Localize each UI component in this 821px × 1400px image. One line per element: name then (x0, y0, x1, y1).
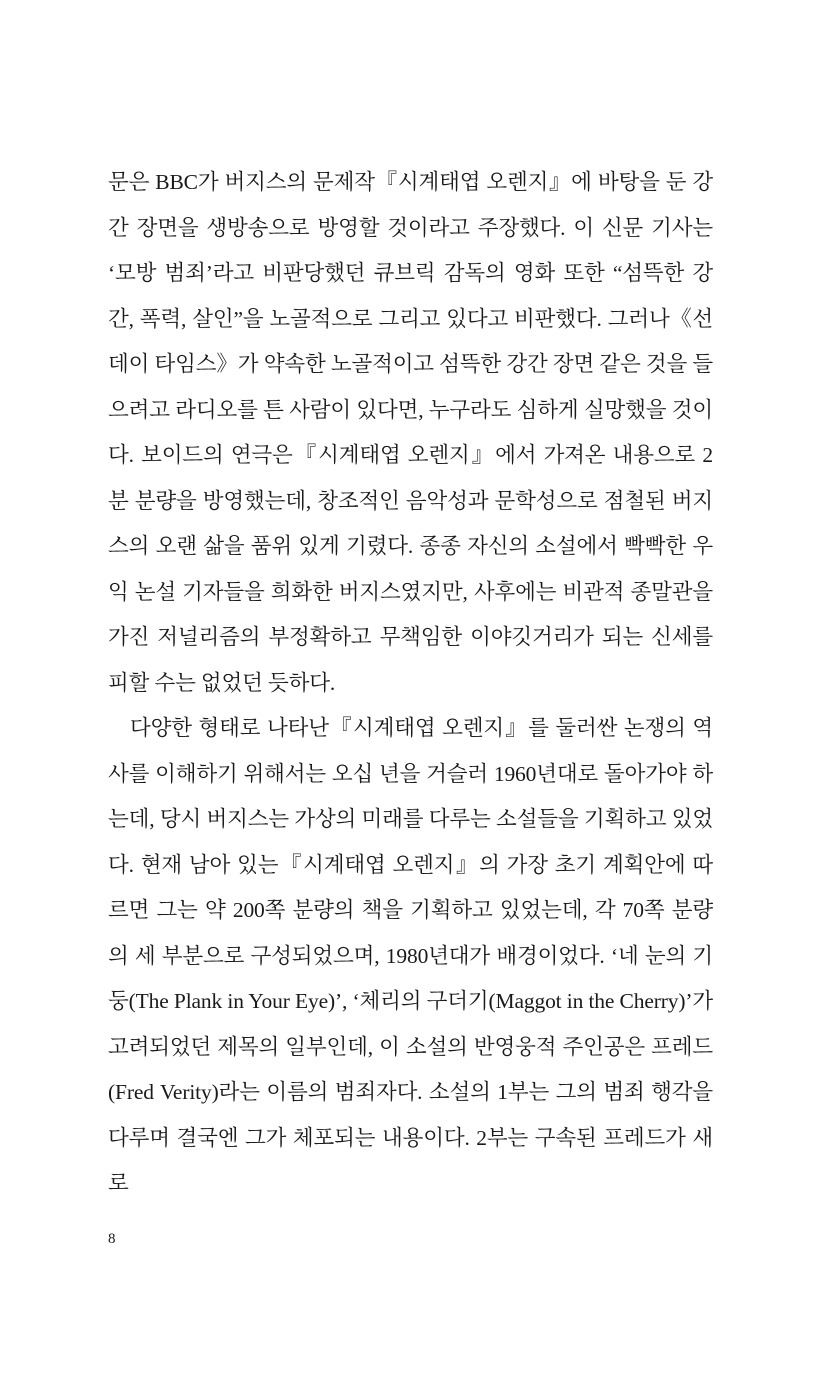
page-number: 8 (108, 1231, 116, 1247)
paragraph: 문은 BBC가 버지스의 문제작『시계태엽 오렌지』에 바탕을 둔 강간 장면을 생방송으로 방영할 것이라고 주장했다. 이 신문 기사는 ‘모방 범죄’라고 비판당했던 큐브릭 감독의 영화 또한 “섬뜩한 강간, 폭력, 살인”을 노골적으로 그리고 있다고 비판했다. 그러나《선데이 타임스》가 약속한 노골적이고 섬뜩한 강간 장면 같은 것을 들으려고 라디오를 튼 사람이 있다면, 누구라도 심하게 실망했을 것이다. 보이드의 연극은『시계태엽 오렌지』에서 가져온 내용으로 2분 분량을 방영했는데, 창조적인 음악성과 문학성으로 점철된 버지스의 오랜 삶을 품위 있게 기렸다. 종종 자신의 소설에서 빡빡한 우익 논설 기자들을 희화한 버지스였지만, 사후에는 비관적 종말관을 가진 저널리즘의 부정확하고 무책임한 이야깃거리가 되는 신세를 피할 수는 없었던 듯하다. (108, 170, 713, 695)
paragraph: 다양한 형태로 나타난『시계태엽 오렌지』를 둘러싼 논쟁의 역사를 이해하기 위해서는 오십 년을 거슬러 1960년대로 돌아가야 하는데, 당시 버지스는 가상의 미래를 다루는 소설들을 기획하고 있었다. 현재 남아 있는『시계태엽 오렌지』의 가장 초기 계획안에 따르면 그는 약 200쪽 분량의 책을 기획하고 있었는데, 각 70쪽 분량의 세 부분으로 구성되었으며, 1980년대가 배경이었다. ‘네 눈의 기둥(The Plank in Your Eye)’, ‘체리의 구더기(Maggot in the Cherry)’가 고려되었던 제목의 일부인데, 이 소설의 반영웅적 주인공은 프레드(Fred Verity)라는 이름의 범죄자다. 소설의 1부는 그의 범죄 행각을 다루며 결국엔 그가 체포되는 내용이다. 2부는 구속된 프레드가 새로 (108, 716, 713, 1195)
page-body (108, 160, 713, 1207)
